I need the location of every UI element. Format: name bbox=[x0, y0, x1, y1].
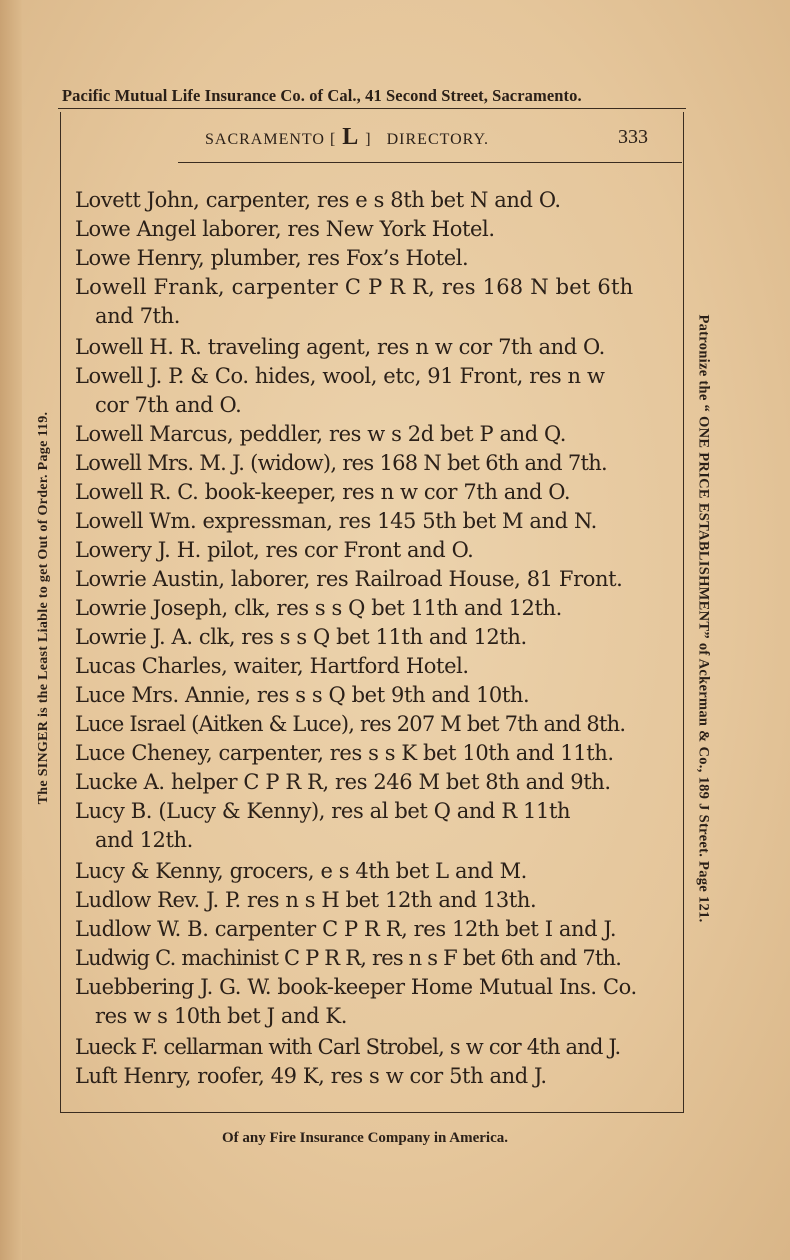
entry-line: Lucy & Kenny, grocers, e s 4th bet L and M. bbox=[75, 859, 527, 883]
entry-line: Lowell Mrs. M. J. (widow), res 168 N bet 6th and 7th. bbox=[75, 451, 608, 475]
running-head-open-bracket: [ bbox=[329, 131, 337, 148]
entry-line: Luce Cheney, carpenter, res s s K bet 10th and 11th. bbox=[75, 741, 614, 765]
entry-line: Lowell Wm. expressman, res 145 5th bet M and N. bbox=[75, 509, 597, 533]
entry-line: Lowrie Austin, laborer, res Railroad House, 81 Front. bbox=[75, 567, 623, 591]
entry-line: Luce Mrs. Annie, res s s Q bet 9th and 10th. bbox=[75, 683, 530, 707]
running-head-close-bracket: ] bbox=[365, 131, 372, 148]
entry-line: and 7th. bbox=[95, 304, 180, 328]
entry-line: Lowe Angel laborer, res New York Hotel. bbox=[75, 217, 495, 241]
entry-line: Lueck F. cellarman with Carl Strobel, s w cor 4th and J. bbox=[75, 1035, 621, 1059]
page-number: 333 bbox=[618, 126, 648, 148]
entry-line: res w s 10th bet J and K. bbox=[95, 1004, 347, 1028]
entry-line: Luft Henry, roofer, 49 K, res s w cor 5th and J. bbox=[75, 1064, 547, 1088]
right-margin-ad bbox=[695, 314, 712, 923]
bottom-banner-ad: Of any Fire Insurance Company in America. bbox=[222, 1130, 508, 1146]
left-margin-ad bbox=[36, 411, 51, 805]
running-head-city: SACRAMENTO bbox=[205, 131, 325, 148]
entry-line: Lucy B. (Lucy & Kenny), res al bet Q and R 11th bbox=[75, 799, 571, 823]
entry-line: Lowrie J. A. clk, res s s Q bet 11th and 12th. bbox=[75, 625, 527, 649]
entry-line: Luebbering J. G. W. book-keeper Home Mutual Ins. Co. bbox=[75, 975, 637, 999]
entry-line: Lucas Charles, waiter, Hartford Hotel. bbox=[75, 654, 469, 678]
entry-line: Lowe Henry, plumber, res Fox’s Hotel. bbox=[75, 246, 469, 270]
left-margin-ad-text: The SINGER is the Least Liable to get Out of Order. Page 119. bbox=[36, 411, 51, 805]
entry-line: Lucke A. helper C P R R, res 246 M bet 8th and 9th. bbox=[75, 770, 611, 794]
entry-line: Ludlow Rev. J. P. res n s H bet 12th and 13th. bbox=[75, 888, 537, 912]
running-head-letter: L bbox=[342, 124, 360, 150]
entry-line: Lowell Marcus, peddler, res w s 2d bet P and Q. bbox=[75, 422, 567, 446]
right-margin-ad-text: Patronize the “ ONE PRICE ESTABLISHMENT” of Ackerman & Co., 189 J Street. Page 121. bbox=[695, 314, 712, 923]
entry-line: Lowell H. R. traveling agent, res n w cor 7th and O. bbox=[75, 335, 605, 359]
entry-line: cor 7th and O. bbox=[95, 393, 242, 417]
top-banner-ad: Pacific Mutual Life Insurance Co. of Cal., 41 Second Street, Sacramento. bbox=[62, 86, 582, 105]
entry-line: Lowrie Joseph, clk, res s s Q bet 11th and 12th. bbox=[75, 596, 562, 620]
entry-line: Lowery J. H. pilot, res cor Front and O. bbox=[75, 538, 474, 562]
entry-line: Luce Israel (Aitken & Luce), res 207 M bet 7th and 8th. bbox=[75, 712, 626, 736]
entry-line: Lovett John, carpenter, res e s 8th bet N and O. bbox=[75, 188, 561, 212]
entry-line: Lowell Frank, carpenter C P R R, res 168 N bet 6th bbox=[75, 275, 634, 299]
entry-line: Lowell J. P. & Co. hides, wool, etc, 91 Front, res n w bbox=[75, 364, 605, 388]
entry-line: and 12th. bbox=[95, 828, 193, 852]
entry-line: Ludwig C. machinist C P R R, res n s F bet 6th and 7th. bbox=[75, 946, 622, 970]
entry-line: Lowell R. C. book-keeper, res n w cor 7th and O. bbox=[75, 480, 571, 504]
entry-line: Ludlow W. B. carpenter C P R R, res 12th bet I and J. bbox=[75, 917, 617, 941]
running-head-directory: DIRECTORY. bbox=[386, 131, 489, 148]
